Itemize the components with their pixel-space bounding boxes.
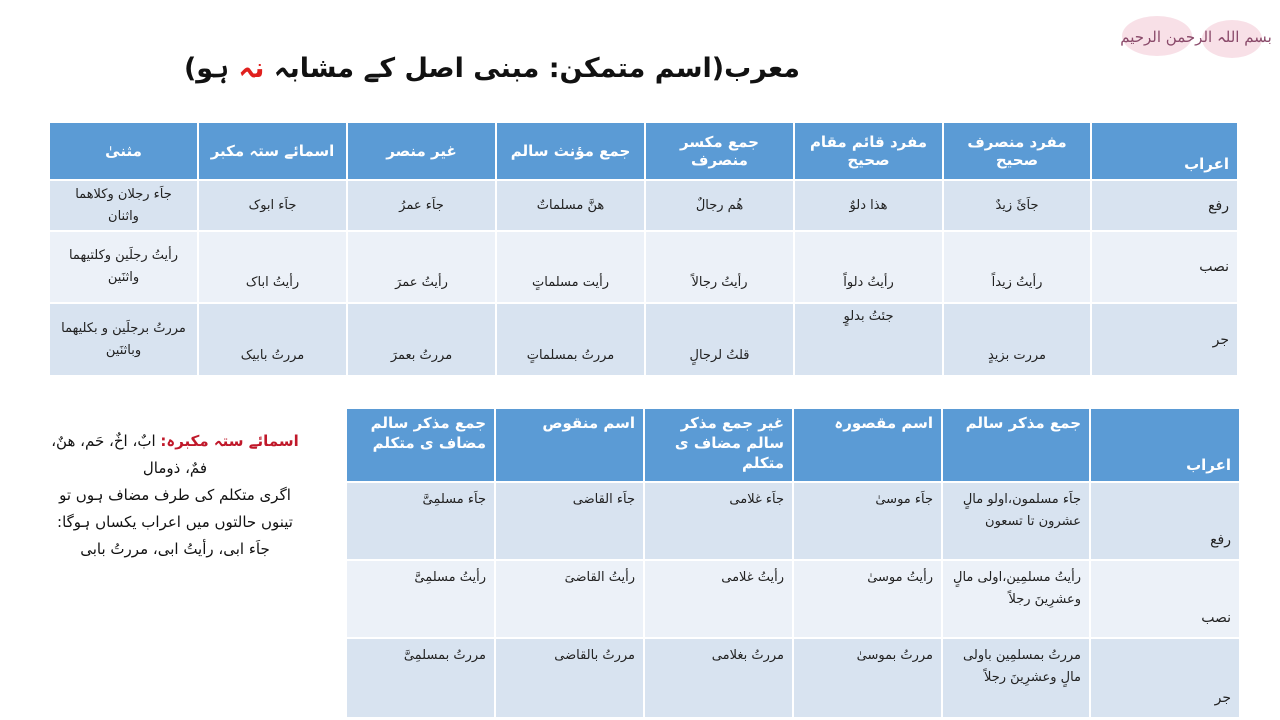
title-highlight: نہ	[238, 53, 265, 84]
table-row	[49, 303, 1238, 376]
page-title	[183, 44, 800, 94]
table-row	[346, 482, 1240, 560]
table-cell: مررتُ بمسلماتٍ	[496, 303, 645, 376]
table2-col-header: غیر جمع مذکر سالم مضاف ی متکلم	[644, 408, 793, 482]
title-end: ہو)	[183, 53, 230, 84]
bismillah-calligraphy	[1116, 10, 1276, 64]
table-cell: جاَء موسیٰ	[793, 482, 942, 560]
table-cell: جاَء عمرُ	[347, 180, 496, 231]
table-cell: رأیتُ عمرَ	[347, 231, 496, 303]
table-row	[346, 638, 1240, 718]
table-cell: رأیتُ القاضیَ	[495, 560, 644, 638]
table-cell: قلتُ لرجالٍ	[645, 303, 794, 376]
table-cell: جاَء رجلان وکلاھما واثنان	[49, 180, 198, 231]
table-cell: جئتُ بدلوٍ	[794, 303, 943, 376]
irab-table-main	[48, 121, 1239, 377]
table-cell: رأیتُ زیداً	[943, 231, 1091, 303]
table-cell: جاَء القاضی	[495, 482, 644, 560]
table-row	[49, 180, 1238, 231]
table-cell: مررتُ بموسیٰ	[793, 638, 942, 718]
table-cell: رأیتُ مسلمِیَّ	[346, 560, 495, 638]
table-cell: رأیتُ رجلَین وکلتیھما واثنَین	[49, 231, 198, 303]
table2-col-header: جمع مذکر سالم مضاف ی متکلم	[346, 408, 495, 482]
note-line2: اگری متکلم کی طرف مضاف ہوں تو تینوں حالتوں میں اعراب یکساں ہوگا:	[57, 486, 293, 531]
table-cell: جاَء مسلمِیَّ	[346, 482, 495, 560]
table-cell: ھُم رجالٌ	[645, 180, 794, 231]
table1-col-header: مفرد منصرف صحیح	[943, 122, 1091, 180]
table-cell: رأیت مسلماتٍ	[496, 231, 645, 303]
table-cell: رأیتُ رجالاً	[645, 231, 794, 303]
table-cell: رأیتُ اباک	[198, 231, 347, 303]
table-cell: مررتُ بمسلمِین باولی مالٍ وعشرِینَ رجلاً	[942, 638, 1090, 718]
row-label: نصب	[1090, 560, 1240, 638]
table1-col-header: جمع مؤنث سالم	[496, 122, 645, 180]
table-cell: جاَء مسلمون،اولو مالٍ عشرون تا تسعون	[942, 482, 1090, 560]
table-cell: مررتُ بابیک	[198, 303, 347, 376]
table-cell: رأیتُ موسیٰ	[793, 560, 942, 638]
table2-col-header: اسم مقصورہ	[793, 408, 942, 482]
table1-col-header: مفرد قائم مقام صحیح	[794, 122, 943, 180]
table1-row-header: اعراب	[1091, 122, 1238, 180]
table-cell: ھنَّ مسلماتٌ	[496, 180, 645, 231]
table1-col-header: جمع مکسر منصرف	[645, 122, 794, 180]
row-label: رفع	[1090, 482, 1240, 560]
table-cell: مررتُ بغلامی	[644, 638, 793, 718]
row-label: نصب	[1091, 231, 1238, 303]
table2-col-header: جمع مذکر سالم	[942, 408, 1090, 482]
table1-col-header: مثنیٰ	[49, 122, 198, 180]
table-cell: جاَء غلامی	[644, 482, 793, 560]
table-row	[346, 560, 1240, 638]
note-heading: اسمائے ستہ مکبرہ:	[160, 432, 299, 450]
table-cell: مررتُ بعمرَ	[347, 303, 496, 376]
table-cell: ھذا دلوٌ	[794, 180, 943, 231]
table1-col-header: غیر منصر	[347, 122, 496, 180]
irab-table-secondary	[345, 407, 1241, 719]
note-line3: جاَء ابی، رأیتُ ابی، مررتُ بابی	[80, 540, 270, 558]
row-label: رفع	[1091, 180, 1238, 231]
table-cell: رأیتُ غلامی	[644, 560, 793, 638]
table-cell: رأیتُ دلواً	[794, 231, 943, 303]
table-cell: مررت بزیدٍ	[943, 303, 1091, 376]
table2-row-header: اعراب	[1090, 408, 1240, 482]
table1-col-header: اسمائے ستہ مکبر	[198, 122, 347, 180]
table-cell: مررتُ بالقاضی	[495, 638, 644, 718]
note-line1: ابٌ، اخٌ، حَم، ھنٌ، فمٌ، ذومال	[51, 432, 208, 477]
table-cell: جاَء ابوک	[198, 180, 347, 231]
title-main: معرب(اسم متمکن: مبنی اصل کے مشابہ	[273, 53, 800, 84]
bismillah-text: بسم اللہ الرحمن الرحیم	[1120, 28, 1272, 46]
table2-col-header: اسم منقوص	[495, 408, 644, 482]
table-row	[49, 231, 1238, 303]
table-cell: جاَئَ زیدٌ	[943, 180, 1091, 231]
row-label: جر	[1090, 638, 1240, 718]
table-cell: مررتُ بمسلمِیَّ	[346, 638, 495, 718]
table-cell: رأیتُ مسلمِین،اولی مالٍ وعشرِینَ رجلاً	[942, 560, 1090, 638]
note-first-line	[44, 428, 306, 482]
asma-sitta-note	[44, 428, 306, 563]
table-cell: مررتُ برجلَین و بکلیھما وباثنَین	[49, 303, 198, 376]
row-label: جر	[1091, 303, 1238, 376]
